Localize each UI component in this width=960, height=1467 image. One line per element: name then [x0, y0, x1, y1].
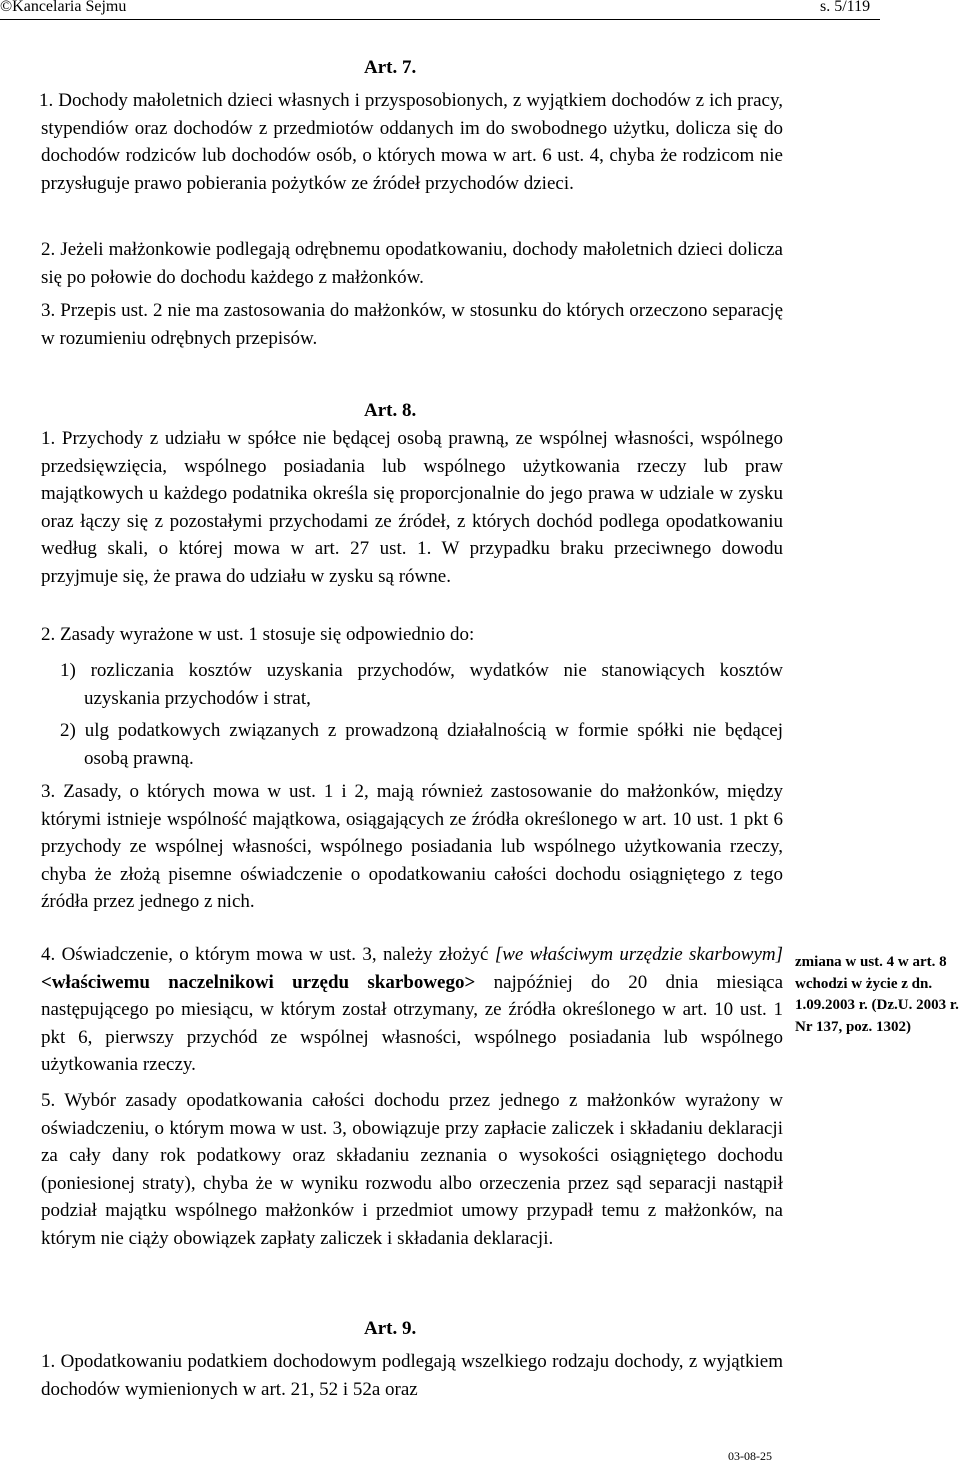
header-divider [0, 19, 880, 20]
article-8-paragraph-4-end: najpóźniej do 20 dnia miesiąca następującego po miesiącu, w którym został otrzymany, ze źródła określonego w art. 10 ust. 1 pkt 6, pierwszy przychód ze wspólnej własności, wspólnego posiadania lub wspólnego użytkowania rzeczy. [41, 971, 783, 1075]
article-8-paragraph-3: 3. Zasady, o których mowa w ust. 1 i 2, mają również zastosowanie do małżonków, między którymi istnieje wspólność majątkowa, osiągających ze źródła określonego w art. 10 ust. 1 pkt 6 przychody ze wspólnej własności, wspólnego posiadania lub wspólnego użytkowania rzeczy, chyba że złożą pisemne oświadczenie o opodatkowaniu całości dochodu osiągniętego z tego źródła przez jednego z nich. [41, 781, 783, 912]
article-8-paragraph-4-deleted-text: [we właściwym urzędzie skarbowym] [494, 944, 783, 965]
article-7-paragraph-3: 3. Przepis ust. 2 nie ma zastosowania do małżonków, w stosunku do których orzeczono separację w rozumieniu odrębnych przepisów. [41, 300, 783, 349]
header-page-number: s. 5/119 [820, 0, 871, 15]
article-8-paragraph-2-item-2: 2) ulg podatkowych związanych z prowadzoną działalnością w formie spółki nie będącej osobą prawną. [60, 720, 783, 769]
article-8-paragraph-2: 2. Zasady wyrażone w ust. 1 stosuje się odpowiednio do: [41, 624, 475, 645]
amendment-margin-note: zmiana w ust. 4 w art. 8 wchodzi w życie z dn. 1.09.2003 r. (Dz.U. 2003 r. Nr 137, poz. 1302) [795, 954, 959, 1035]
article-8-paragraph-2-item-1: 1) rozliczania kosztów uzyskania przychodów, wydatków nie stanowiących kosztów uzyskania przychodów i strat, [60, 660, 783, 709]
article-9-heading: Art. 9. [364, 1318, 417, 1339]
article-7-heading: Art. 7. [364, 57, 417, 78]
article-7-paragraph-1: 1. Dochody małoletnich dzieci własnych i przysposobionych, z wyjątkiem dochodów z ich pracy, stypendiów oraz dochodów z przedmiotów oddanych im do swobodnego użytku, dolicza się do dochodów rodziców lub dochodów osób, o których mowa w art. 6 ust. 4, chyba że rodzicom nie przysługuje prawo pobierania pożytków ze źródeł przychodów dzieci. [39, 90, 783, 194]
article-8-paragraph-4-inserted-text: <właściwemu naczelnikowi urzędu skarbowego> [41, 971, 476, 993]
footer-date: 03-08-25 [728, 1449, 772, 1463]
article-8-paragraph-4-start: 4. Oświadczenie, o którym mowa w ust. 3, należy złożyć [41, 944, 495, 965]
article-7-paragraph-2: 2. Jeżeli małżonkowie podlegają odrębnemu opodatkowaniu, dochody małoletnich dzieci dolicza się po połowie do dochodu każdego z małżonków. [41, 239, 783, 288]
article-8-heading: Art. 8. [364, 400, 417, 421]
article-9-paragraph-1: 1. Opodatkowaniu podatkiem dochodowym podlegają wszelkiego rodzaju dochody, z wyjątkiem dochodów wymienionych w art. 21, 52 i 52a oraz [41, 1351, 783, 1400]
article-8-paragraph-1: 1. Przychody z udziału w spółce nie będącej osobą prawną, ze wspólnej własności, wspólnego przedsięwzięcia, wspólnego posiadania lub wspólnego użytkowania rzeczy lub praw majątkowych u każdego podatnika określa się proporcjonalnie do jego prawa w udziale w zysku oraz łączy się z pozostałymi przychodami ze źródeł, z których dochód podlega opodatkowaniu według skali, o której mowa w art. 27 ust. 1. W przypadku braku przeciwnego dowodu przyjmuje się, że prawa do udziału w zysku są równe. [41, 428, 783, 587]
header-source: ©Kancelaria Sejmu [0, 0, 127, 15]
article-8-paragraph-5: 5. Wybór zasady opodatkowania całości dochodu przez jednego z małżonków wyrażony w oświadczeniu, o którym mowa w ust. 3, obowiązuje przy zapłacie zaliczek i składaniu deklaracji za cały dany rok podatkowy oraz składaniu zeznania o wysokości osiągniętego dochodu (poniesionej straty), chyba że w wyniku rozwodu albo orzeczenia przez sąd separacji nastąpił podział majątku wspólnego małżonków i przedmiot umowy przypadł temu z małżonków, na którym nie ciąży obowiązek zapłaty zaliczek i składania deklaracji. [41, 1090, 783, 1249]
article-8-paragraph-4 [41, 941, 783, 1079]
